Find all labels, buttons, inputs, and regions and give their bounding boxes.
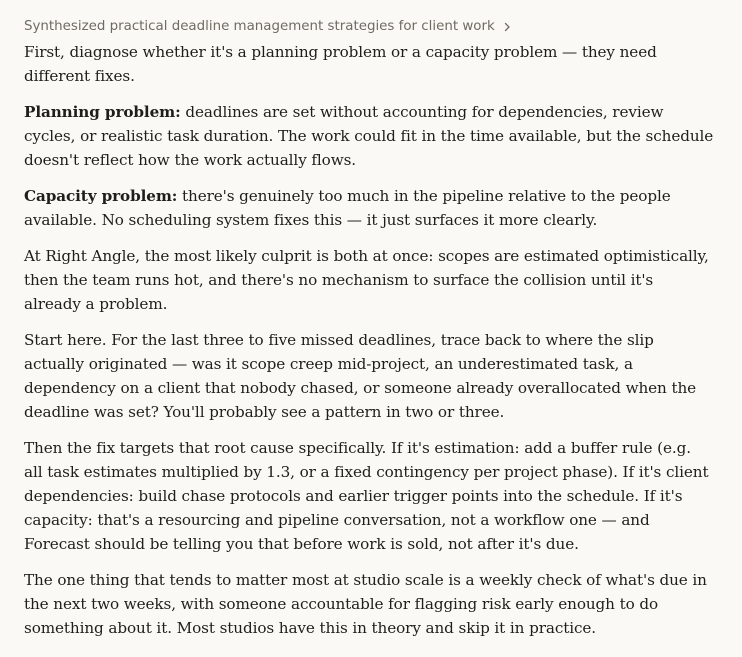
thinking-summary-label: Synthesized practical deadline management strategies for client work bbox=[24, 19, 495, 34]
paragraph-text: At Right Angle, the most likely culprit is both at once: scopes are estimated optimistically, then the team runs hot, and there's no mechanism to surface the collision until it's already a problem. bbox=[24, 247, 709, 313]
paragraph-diagnose bbox=[24, 40, 714, 88]
paragraph-planning-problem bbox=[24, 100, 714, 172]
thinking-summary-toggle[interactable] bbox=[24, 17, 714, 37]
paragraph-text: The one thing that tends to matter most at studio scale is a weekly check of what's due in the next two weeks, with someone accountable for flagging risk early enough to do something about it. Most studios have this in theory and skip it in practice. bbox=[24, 571, 707, 637]
assistant-message bbox=[24, 17, 714, 652]
paragraph-text: there's genuinely too much in the pipeline relative to the people available. No scheduling system fixes this — it just surfaces it more clearly. bbox=[24, 187, 671, 229]
paragraph-right-angle bbox=[24, 244, 714, 316]
paragraph-root-cause-fix bbox=[24, 436, 714, 556]
paragraph-text: First, diagnose whether it's a planning problem or a capacity problem — they need different fixes. bbox=[24, 43, 657, 85]
chevron-right-icon bbox=[501, 21, 513, 33]
paragraph-capacity-problem bbox=[24, 184, 714, 232]
paragraph-lead: Planning problem: bbox=[24, 103, 181, 121]
paragraph-text: Start here. For the last three to five missed deadlines, trace back to where the slip actually originated — was it scope creep mid-project, an underestimated task, a dependency on a client that nobody chased, or someone already overallocated when the deadline was set? You'll probably see a pattern in two or three. bbox=[24, 331, 697, 421]
paragraph-start-here bbox=[24, 328, 714, 424]
paragraph-lead: Capacity problem: bbox=[24, 187, 178, 205]
paragraph-text: deadlines are set without accounting for dependencies, review cycles, or realistic task duration. The work could fit in the time available, but the schedule doesn't reflect how the work actually flows. bbox=[24, 103, 714, 169]
paragraph-text: Then the fix targets that root cause specifically. If it's estimation: add a buffer rule (e.g. all task estimates multiplied by 1.3, or a fixed contingency per project phase). If it's client dependencies: build chase protocols and earlier trigger points into the schedule. If it's capacity: that's a resourcing and pipeline conversation, not a workflow one — and Forecast should be telling you that before work is sold, not after it's due. bbox=[24, 439, 709, 553]
paragraph-weekly-check bbox=[24, 568, 714, 640]
